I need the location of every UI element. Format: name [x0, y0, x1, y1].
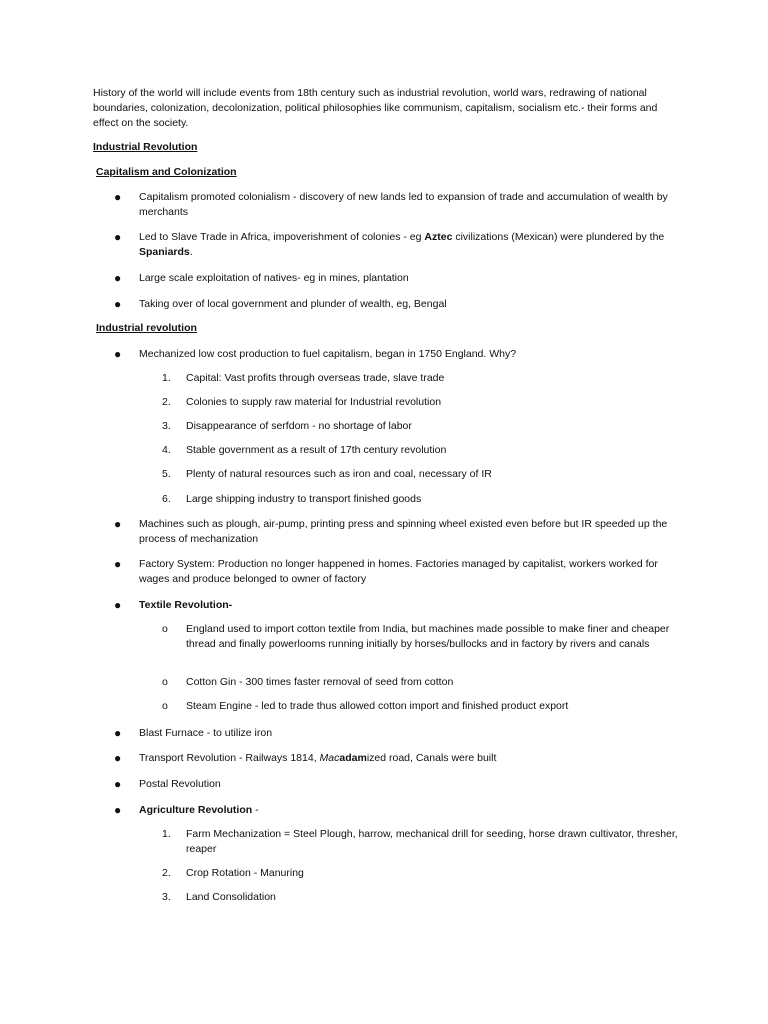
item-number: 6.	[162, 493, 171, 505]
list-item-text: Large scale exploitation of natives- eg in mines, plantation	[139, 272, 409, 284]
sub-list-item-text: Steam Engine - led to trade thus allowed cotton import and finished product export	[186, 700, 569, 712]
bullet-icon: ●	[114, 517, 122, 531]
bullet-icon: ●	[114, 803, 122, 817]
textile-revolution-label: Textile Revolution-	[139, 599, 233, 611]
numbered-item-text: Crop Rotation - Manuring	[186, 867, 304, 879]
list-item-text: Postal Revolution	[139, 778, 221, 790]
bold-adam: adam	[339, 752, 367, 764]
bullet-icon: ●	[114, 297, 122, 311]
item-number: 1.	[162, 828, 171, 840]
numbered-item-text: Land Consolidation	[186, 891, 276, 903]
intro-paragraph: History of the world will include events from 18th century such as industrial revolution, world wars, redrawing of national boundaries, colonization, decolonization, political philosophies like communism, capitalism, socialism etc.- their forms and effect on the society.	[93, 87, 658, 129]
bold-aztec: Aztec	[424, 231, 453, 243]
heading-industrial-revolution: Industrial Revolution	[93, 141, 198, 153]
item-number: 4.	[162, 444, 171, 456]
list-item-text: Agriculture Revolution -	[139, 804, 259, 816]
numbered-item-text: Stable government as a result of 17th century revolution	[186, 444, 447, 456]
circle-bullet-icon: o	[162, 623, 168, 635]
item-number: 2.	[162, 867, 171, 879]
list-item-text: Factory System: Production no longer happened in homes. Factories managed by capitalist, workers worked for wages and produce belonged to owner of factory	[139, 558, 658, 585]
italic-mac: Mac	[319, 752, 340, 764]
sub-list-item-text: England used to import cotton textile from India, but machines made possible to make finer and cheaper thread and finally powerlooms running initially by horses/bullocks and in factory by rivers and canals	[186, 623, 670, 650]
agriculture-revolution-label: Agriculture Revolution	[139, 804, 253, 816]
numbered-item-text: Capital: Vast profits through overseas trade, slave trade	[186, 372, 445, 384]
bullet-icon: ●	[114, 726, 122, 740]
list-item-text: Capitalism promoted colonialism - discovery of new lands led to expansion of trade and accumulation of wealth by merchants	[139, 191, 668, 218]
list-item-text: Blast Furnace - to utilize iron	[139, 727, 273, 739]
heading-capitalism-colonization: Capitalism and Colonization	[96, 166, 237, 178]
list-item-text: Transport Revolution - Railways 1814, Macadamized road, Canals were built	[139, 752, 497, 764]
item-number: 2.	[162, 396, 171, 408]
numbered-item-text: Large shipping industry to transport finished goods	[186, 493, 422, 505]
numbered-item-text: Farm Mechanization = Steel Plough, harrow, mechanical drill for seeding, horse drawn cultivator, thresher, reaper	[186, 828, 678, 855]
bullet-icon: ●	[114, 347, 122, 361]
bullet-icon: ●	[114, 271, 122, 285]
item-number: 3.	[162, 891, 171, 903]
bullet-icon: ●	[114, 777, 122, 791]
item-number: 1.	[162, 372, 171, 384]
numbered-item-text: Colonies to supply raw material for Industrial revolution	[186, 396, 442, 408]
bullet-icon: ●	[114, 751, 122, 765]
numbered-item-text: Plenty of natural resources such as iron and coal, necessary of IR	[186, 468, 492, 480]
bullet-icon: ●	[114, 190, 122, 204]
bullet-icon: ●	[114, 598, 122, 612]
item-number: 5.	[162, 468, 171, 480]
item-number: 3.	[162, 420, 171, 432]
list-item-text: Machines such as plough, air-pump, printing press and spinning wheel existed even before but IR speeded up the process of mechanization	[139, 518, 668, 545]
list-item-text: Taking over of local government and plunder of wealth, eg, Bengal	[139, 298, 447, 310]
circle-bullet-icon: o	[162, 700, 168, 712]
sub-list-item-text: Cotton Gin - 300 times faster removal of seed from cotton	[186, 676, 454, 688]
bullet-icon: ●	[114, 230, 122, 244]
list-item-text: Mechanized low cost production to fuel capitalism, began in 1750 England. Why?	[139, 348, 517, 360]
bullet-icon: ●	[114, 557, 122, 571]
circle-bullet-icon: o	[162, 676, 168, 688]
numbered-item-text: Disappearance of serfdom - no shortage of labor	[186, 420, 412, 432]
heading-industrial-revolution-sub: Industrial revolution	[96, 322, 197, 334]
bold-spaniards: Spaniards	[139, 246, 190, 258]
list-item-text: Led to Slave Trade in Africa, impoverishment of colonies - eg Aztec civilizations (Mexican) were plundered by the Spaniards.	[139, 231, 665, 258]
